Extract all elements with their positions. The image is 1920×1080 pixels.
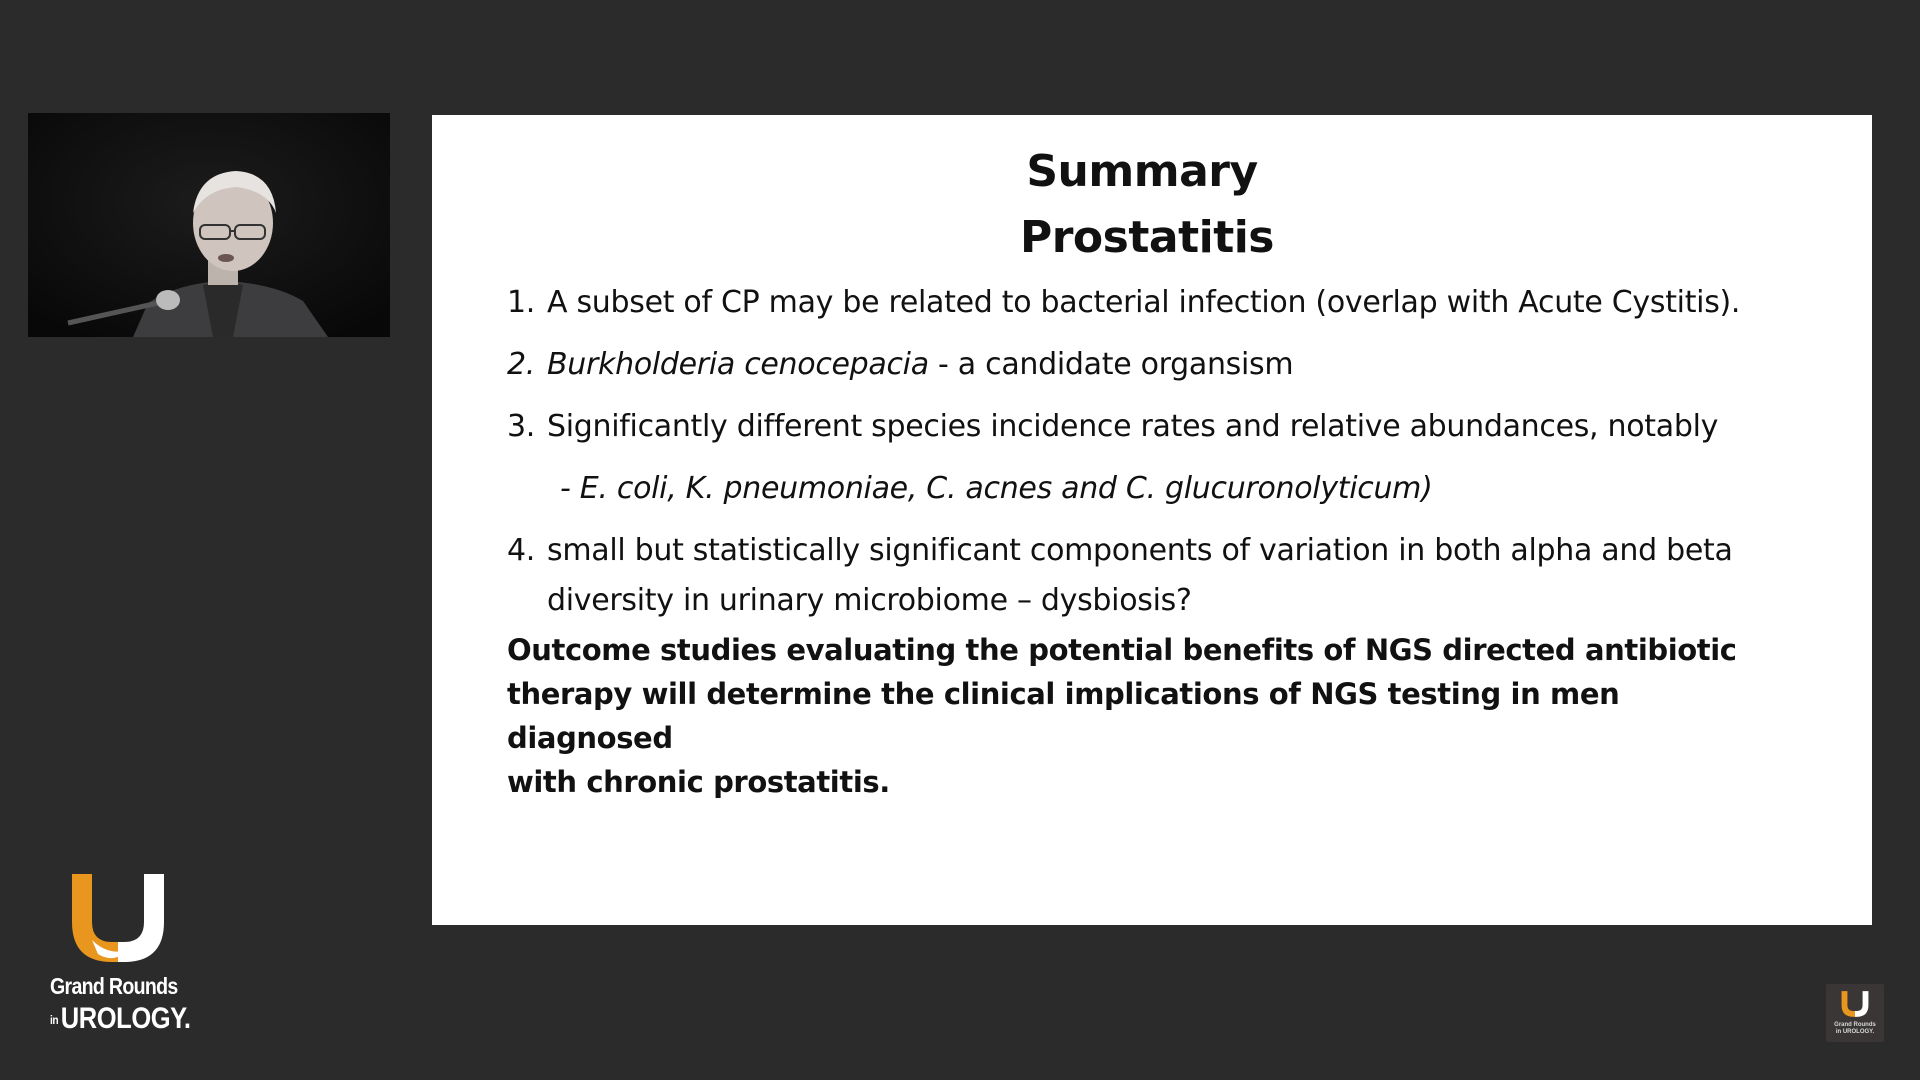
- speaker-video: [28, 113, 390, 337]
- brand-urology: UROLOGY.: [60, 1002, 191, 1035]
- presentation-slide: [432, 115, 1872, 925]
- point-number: 2.: [507, 347, 536, 382]
- brand-in: in: [50, 1013, 59, 1028]
- summary-point-3: [507, 402, 1837, 452]
- grand-rounds-logo: [50, 870, 200, 1040]
- summary-point-2: [507, 340, 1837, 390]
- brand-line2: [50, 1004, 191, 1034]
- point-number: 1.: [507, 285, 536, 320]
- point-italic-text: Burkholderia cenocepacia: [547, 347, 929, 382]
- u-logo-icon: [68, 870, 168, 966]
- point-text-line1: small but statistically significant components of variation in both alpha and beta: [547, 533, 1733, 568]
- u-logo-small-icon: [1840, 990, 1870, 1018]
- point-text: - a candidate organsism: [928, 347, 1294, 382]
- corner-logo-line1: Grand Rounds: [1834, 1022, 1876, 1028]
- corner-logo-line2: in UROLOGY.: [1835, 1029, 1875, 1035]
- point-text: A subset of CP may be related to bacterial infection (overlap with Acute Cystitis).: [547, 285, 1741, 320]
- conclusion-line3: with chronic prostatitis.: [507, 765, 890, 799]
- point-number: 3.: [507, 409, 536, 444]
- point-text: Significantly different species incidence rates and relative abundances, notably: [547, 409, 1719, 444]
- slide-title: [432, 139, 1872, 271]
- summary-point-4: [507, 526, 1837, 626]
- summary-points: [507, 278, 1837, 638]
- corner-watermark-logo: [1826, 984, 1884, 1042]
- brand-text: [50, 975, 215, 1034]
- summary-subpoint: [507, 464, 1837, 514]
- speaker-image: [28, 113, 390, 337]
- point-text-line2: diversity in urinary microbiome – dysbiosis?: [547, 583, 1192, 618]
- point-number: 4.: [507, 533, 536, 568]
- subpoint-text: E. coli, K. pneumoniae, C. acnes and C. glucuronolyticum): [579, 471, 1433, 506]
- conclusion-line2: therapy will determine the clinical implications of NGS testing in men diagnosed: [507, 677, 1620, 755]
- conclusion-line1: Outcome studies evaluating the potential benefits of NGS directed antibiotic: [507, 633, 1737, 667]
- subpoint-dash: -: [560, 471, 580, 506]
- slide-title-line2: Prostatitis: [1019, 212, 1274, 263]
- slide-title-line1: Summary: [1026, 146, 1258, 197]
- summary-point-1: [507, 278, 1837, 328]
- brand-line1: Grand Rounds: [50, 973, 178, 999]
- slide-conclusion: [507, 628, 1757, 804]
